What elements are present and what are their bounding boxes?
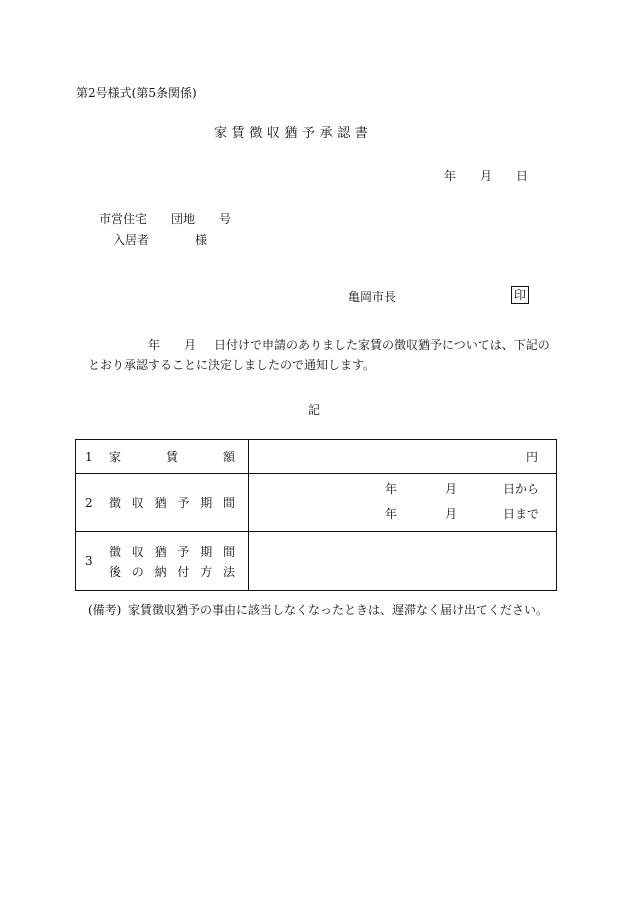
remarks-text: 家賃徴収猶予の事由に該当しなくなったときは、遅滞なく届け出てください。: [128, 603, 549, 617]
label-char: 法: [222, 564, 235, 579]
date-day: 日: [516, 169, 529, 183]
payment-method-label: [109, 543, 235, 580]
label-char: 収: [131, 496, 144, 510]
body-paragraph-line2: とおり承認することに決定しましたので通知します。: [88, 358, 376, 372]
recipient-housing-line: [99, 210, 231, 227]
recipient-tenant: 入居者: [113, 233, 150, 247]
label-char: 徴: [109, 544, 122, 559]
label-char: 納: [154, 564, 167, 579]
table-row-period: [76, 474, 557, 532]
label-char: 間: [222, 496, 235, 510]
label-char: 徴: [109, 496, 122, 510]
label-char: 家: [109, 450, 122, 464]
label-char: 猶: [154, 496, 167, 510]
remarks-note: [88, 601, 548, 618]
remarks-prefix: (備考): [88, 603, 122, 617]
recipient-sama: 様: [195, 233, 208, 247]
payment-method-label-cell: [76, 532, 249, 591]
period-label: [109, 494, 235, 511]
rent-amount-cell[interactable]: [249, 440, 557, 474]
period-to-month: 月: [445, 507, 458, 521]
table-row-rent: [76, 440, 557, 474]
recipient-gou: 号: [219, 212, 232, 226]
ki-heading: 記: [308, 403, 321, 417]
label-char: 額: [222, 450, 235, 464]
body-paragraph-line1: [88, 336, 550, 353]
label-char: 予: [177, 496, 190, 510]
date-month: 月: [480, 169, 493, 183]
issue-date-line: [444, 167, 528, 184]
date-year: 年: [444, 169, 457, 183]
label-char: 賃: [165, 450, 178, 464]
yen-unit: 円: [525, 450, 538, 464]
period-from-day: 日から: [503, 482, 540, 496]
payment-method-value-cell[interactable]: [249, 532, 557, 591]
table-row-payment-method: [76, 532, 557, 591]
period-from-year: 年: [385, 482, 398, 496]
period-label-cell: [76, 474, 249, 532]
body-month: 月: [184, 338, 197, 352]
label-char: 収: [131, 544, 144, 559]
period-to-day: 日まで: [503, 507, 540, 521]
issuer-name: 亀岡市長: [348, 290, 397, 304]
detail-table: [75, 439, 557, 591]
body-year: 年: [148, 338, 161, 352]
label-char: 期: [200, 496, 213, 510]
label-char: 後: [109, 564, 122, 579]
label-char: 猶: [154, 544, 167, 559]
payment-label-line1: [109, 543, 235, 560]
recipient-tenant-line: [113, 231, 207, 248]
payment-label-line2: [109, 563, 235, 580]
label-char: 間: [222, 544, 235, 559]
form-number-label: 第2号様式(第5条関係): [76, 86, 197, 100]
document-title: 家賃徴収猶予承認書: [214, 126, 373, 141]
row-number: 3: [85, 554, 93, 568]
label-char: 予: [177, 544, 190, 559]
recipient-danchi: 団地: [171, 212, 196, 226]
seal-mark: 印: [511, 286, 529, 304]
period-to-year: 年: [385, 507, 398, 521]
body-sentence1: 日付けで申請のありました家賃の徴収猶予については、下記の: [214, 338, 550, 352]
period-from-month: 月: [445, 482, 458, 496]
label-char: 方: [200, 564, 213, 579]
period-value-cell[interactable]: [249, 474, 557, 532]
row-number: 1: [85, 449, 93, 464]
label-char: の: [131, 564, 144, 579]
label-char: 付: [177, 564, 190, 579]
rent-label-cell: [76, 440, 249, 474]
label-char: 期: [200, 544, 213, 559]
row-number: 2: [85, 495, 93, 510]
rent-label: [109, 448, 235, 465]
recipient-housing: 市営住宅: [99, 212, 148, 226]
